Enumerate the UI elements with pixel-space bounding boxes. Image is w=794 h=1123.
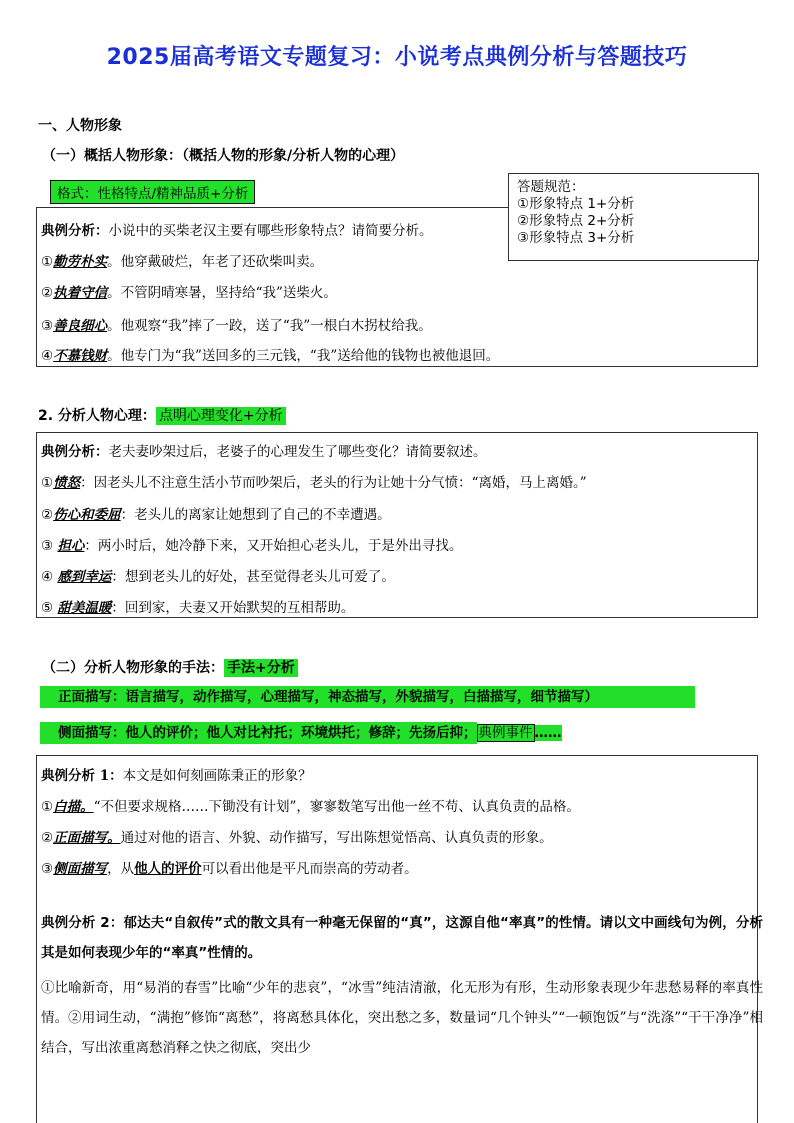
- methods-tag: 手法+分析: [224, 659, 298, 677]
- list-item: ①愤怒：因老头儿不注意生活小节而吵架后，老头的行为让她十分气愤：“离婚，马上离婚。”: [41, 475, 587, 491]
- answer-norm-item: ②形象特点 2+分析: [517, 213, 635, 229]
- example-box-3: 典例分析 1：本文是如何刻画陈秉正的形象？ ①白描。“不但要求规格……下锄没有计划”，寥寥数笔写出他一丝不苟、认真负责的品格。 ②正面描写。通过对他的语言、外貌、动作描写，写出陈想觉悟高、认真负责的形象。 ③侧面描写，从他人的评价可以看出他是平凡而崇高的劳动者。 典例分析 2：郁达夫“自叙传”式的散文具有一种毫无保留的“真”，这源自他“率真”的性情。请以文中画线句为例，分析其是如何表现少年的“率真”性情的。 ①比喻新奇，用“易消的春雪”比喻“少年的悲哀”，“冰雪”纯洁清澈，化无形为有形，生动形象表现少年悲愁易释的率真性情。②用词生动，“满抱”修饰“离愁”，将离愁具体化，突出愁之多，数量词“几个钟头”“一顿饱饭”与“洗涤”“干干净净”相结合，写出浓重离愁消释之快之彻底，突出少: [36, 755, 758, 1123]
- list-item: ④ 感到幸运：想到老头儿的好处，甚至觉得老头儿可爱了。: [41, 569, 395, 585]
- document-title: 2025届高考语文专题复习：小说考点典例分析与答题技巧: [106, 45, 688, 70]
- answer-norm-box: [508, 173, 759, 261]
- subheading-methods: （二）分析人物形象的手法： 手法+分析: [42, 657, 298, 677]
- psychology-tag: 点明心理变化+分析: [156, 407, 286, 425]
- example-label: 典例分析：: [41, 223, 109, 239]
- example-question: 小说中的买柴老汉主要有哪些形象特点？请简要分析。: [108, 223, 433, 239]
- example2-answer: ①比喻新奇，用“易消的春雪”比喻“少年的悲哀”，“冰雪”纯洁清澈，化无形为有形，生动形象表现少年悲愁易释的率真性情。②用词生动，“满抱”修饰“离愁”，将离愁具体化，突出愁之多，数量词“几个钟头”“一顿饱饭”与“洗涤”“干干净净”相结合，写出浓重离愁消释之快之彻底，突出少: [41, 980, 763, 1056]
- indirect-description-bar: 侧面描写：他人的评价；他人对比衬托；环境烘托；修辞；先扬后抑； 典例事件 ……: [40, 722, 562, 744]
- list-item: ③ 担心：两小时后，她冷静下来，又开始担心老头儿，于是外出寻找。: [41, 538, 463, 554]
- subheading-psychology: 2. 分析人物心理： 点明心理变化+分析: [38, 405, 286, 425]
- list-item: ③侧面描写，从他人的评价可以看出他是平凡而崇高的劳动者。: [41, 861, 418, 877]
- subheading-summarize: （一）概括人物形象：（概括人物的形象/分析人物的心理）: [42, 148, 405, 164]
- section-heading-character: 一、人物形象: [38, 118, 122, 134]
- answer-norm-title: 答题规范：: [517, 179, 585, 195]
- example2-question: 典例分析 2：郁达夫“自叙传”式的散文具有一种毫无保留的“真”，这源自他“率真”的性情。请以文中画线句为例，分析其是如何表现少年的“率真”性情的。: [41, 915, 764, 961]
- list-item: ⑤ 甜美温暖：回到家，夫妻又开始默契的互相帮助。: [41, 600, 355, 616]
- typical-event-box: 典例事件: [478, 725, 533, 741]
- list-item: ③善良细心。他观察“我”摔了一跤，送了“我”一根白木拐杖给我。: [41, 318, 432, 334]
- list-item: ②伤心和委屈：老头儿的离家让她想到了自己的不幸遭遇。: [41, 507, 391, 523]
- list-item: ②执着守信。不管阴晴寒暑，坚持给“我”送柴火。: [41, 285, 337, 301]
- list-item: ①勤劳朴实。他穿戴破烂，年老了还砍柴叫卖。: [41, 254, 324, 270]
- list-item: ②正面描写。通过对他的语言、外貌、动作描写，写出陈想觉悟高、认真负责的形象。: [41, 830, 553, 846]
- list-item: ④不慕钱财。他专门为“我”送回多的三元钱，“我”送给他的钱物也被他退回。: [41, 348, 500, 364]
- answer-norm-item: ①形象特点 1+分析: [517, 196, 635, 212]
- example-box-2: 典例分析：老夫妻吵架过后，老婆子的心理发生了哪些变化？请简要叙述。 ①愤怒：因老头儿不注意生活小节而吵架后，老头的行为让她十分气愤：“离婚，马上离婚。” ②伤心和委屈：老头儿的离家让她想到了自己的不幸遭遇。 ③ 担心：两小时后，她冷静下来，又开始担心老头儿，于是外出寻找。 ④ 感到幸运：想到老头儿的好处，甚至觉得老头儿可爱了。 ⑤ 甜美温暖：回到家，夫妻又开始默契的互相帮助。: [36, 432, 758, 618]
- format-tag: 格式：性格特点/精神品质+分析: [50, 180, 255, 204]
- direct-description-bar: 正面描写：语言描写，动作描写，心理描写，神态描写，外貌描写，白描描写，细节描写）: [40, 686, 695, 708]
- list-item: ①白描。“不但要求规格……下锄没有计划”，寥寥数笔写出他一丝不苟、认真负责的品格。: [41, 799, 580, 815]
- answer-norm-item: ③形象特点 3+分析: [517, 230, 635, 246]
